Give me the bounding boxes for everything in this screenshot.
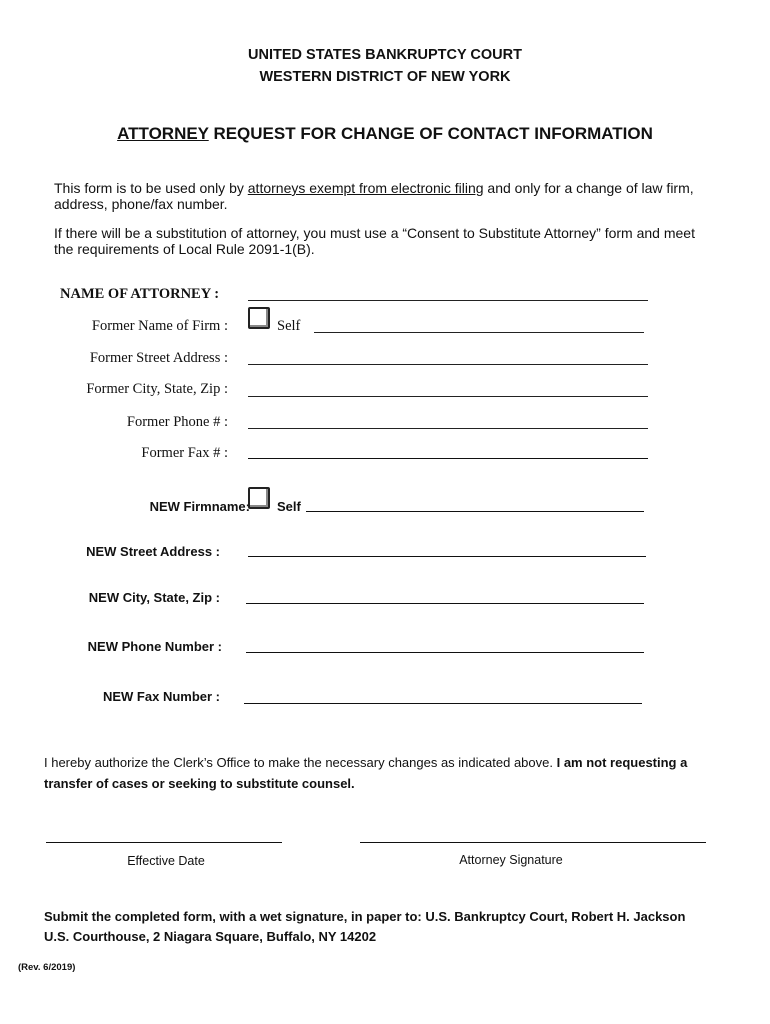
former-city-label: Former City, State, Zip : — [86, 381, 228, 397]
new-firm-field[interactable] — [306, 511, 644, 512]
former-self-label: Self — [277, 318, 301, 334]
form-title — [0, 124, 770, 144]
intro-text: and only for a change of law firm, address, phone/fax number. — [54, 180, 694, 212]
submit-line-1: Submit the completed form, with a wet signature, in paper to: U.S. Bankruptcy Court, Robert H. Jackson — [44, 909, 686, 924]
attorney-signature-label: Attorney Signature — [459, 853, 563, 867]
new-firm-label: NEW Firmname: — [149, 499, 250, 514]
authorization-bold-text: I am not requesting a transfer of cases or seeking to substitute counsel. — [44, 755, 688, 791]
form-title-rest: REQUEST FOR CHANGE OF CONTACT INFORMATION — [208, 124, 653, 143]
former-firm-field[interactable] — [314, 332, 644, 333]
court-name: UNITED STATES BANKRUPTCY COURT — [248, 47, 522, 63]
former-firm-label: Former Name of Firm : — [91, 318, 228, 334]
new-phone-field[interactable] — [246, 652, 644, 653]
name-of-attorney-field[interactable] — [248, 300, 648, 301]
former-fax-field[interactable] — [248, 458, 648, 459]
new-street-label: NEW Street Address : — [86, 544, 220, 559]
new-self-checkbox[interactable] — [248, 487, 270, 509]
former-self-checkbox[interactable] — [248, 307, 270, 329]
authorization-statement — [44, 752, 734, 794]
new-phone-label: NEW Phone Number : — [87, 639, 222, 654]
submit-instructions — [44, 907, 734, 947]
new-city-field[interactable] — [246, 603, 644, 604]
former-street-label: Former Street Address : — [89, 350, 228, 366]
new-fax-label: NEW Fax Number : — [102, 689, 220, 704]
authorization-text: I hereby authorize the Clerk’s Office to make the necessary changes as indicated above. — [44, 755, 557, 770]
new-city-label: NEW City, State, Zip : — [88, 590, 220, 605]
submit-line-2: U.S. Courthouse, 2 Niagara Square, Buffalo, NY 14202 — [44, 929, 377, 944]
new-fax-field[interactable] — [244, 703, 642, 704]
new-street-field[interactable] — [248, 556, 646, 557]
name-of-attorney-label-text: NAME OF ATTORNEY : — [60, 286, 220, 302]
effective-date-field[interactable] — [46, 842, 282, 843]
former-street-field[interactable] — [248, 364, 648, 365]
intro-paragraph-2: If there will be a substitution of attorney, you must use a “Consent to Substitute Attorney” form and meet the requirements of Local Rule 2091-1(B). — [54, 225, 695, 257]
attorney-signature-field[interactable] — [360, 842, 706, 843]
former-fax-label: Former Fax # : — [141, 445, 228, 461]
name-of-attorney-label — [60, 286, 230, 303]
court-district: WESTERN DISTRICT OF NEW YORK — [259, 69, 511, 85]
form-title-underlined: ATTORNEY — [117, 124, 209, 143]
effective-date-label: Effective Date — [127, 854, 205, 868]
new-self-label: Self — [277, 499, 301, 514]
intro-paragraph-1 — [54, 180, 704, 212]
revision-note: (Rev. 6/2019) — [18, 962, 76, 973]
former-city-field[interactable] — [248, 396, 648, 397]
former-phone-field[interactable] — [248, 428, 648, 429]
intro-text: This form is to be used only by — [54, 180, 248, 196]
intro-underlined-text: attorneys exempt from electronic filing — [247, 180, 484, 196]
former-phone-label: Former Phone # : — [126, 414, 228, 430]
